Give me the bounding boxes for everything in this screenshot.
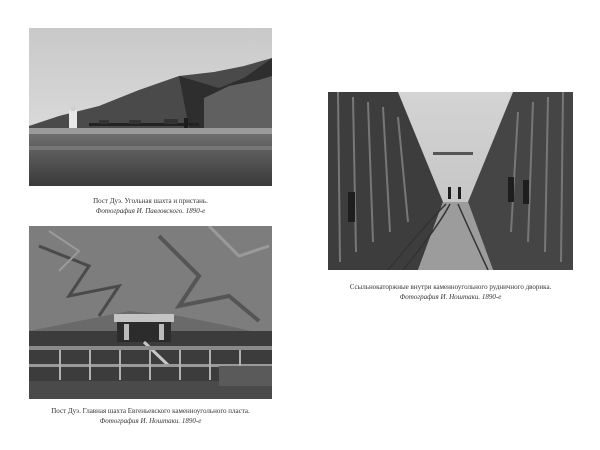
caption-photo-2 xyxy=(29,406,272,426)
caption-photo-3 xyxy=(318,282,583,302)
photo-main-shaft xyxy=(29,226,272,399)
caption-3-description: Ссыльнокаторжные внутри каменноугольного рудничного дворика. xyxy=(349,283,552,291)
caption-photo-1 xyxy=(29,196,272,216)
photo-convicts-yard xyxy=(328,92,573,270)
caption-1-description: Пост Дуэ. Угольная шахта и пристань. xyxy=(93,197,208,205)
caption-2-credit: Фотография И. Ноштаки. 1890-е xyxy=(99,417,202,425)
caption-1-credit: Фотография И. Павловского. 1890-е xyxy=(95,207,206,215)
photo-coal-mine-pier xyxy=(29,28,272,186)
caption-2-description: Пост Дуэ. Главная шахта Евгеньевского каменноугольного пласта. xyxy=(51,407,250,415)
caption-3-credit: Фотография И. Ноштаки. 1890-е xyxy=(399,293,502,301)
